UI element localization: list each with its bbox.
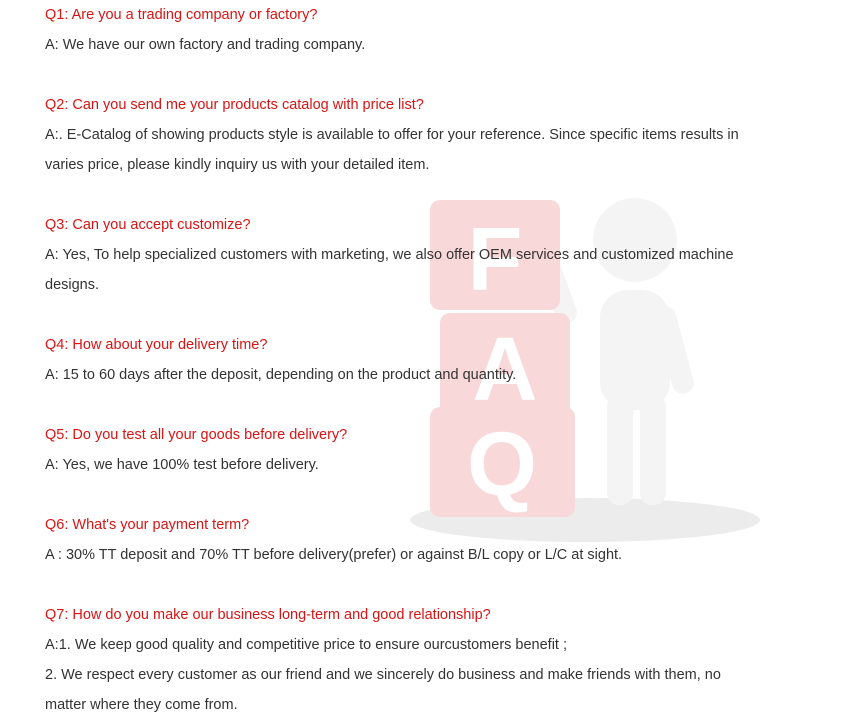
faq-item-1: [45, 0, 835, 60]
faq-item-2: [45, 90, 835, 180]
faq-question: Q5: Do you test all your goods before delivery?: [45, 427, 348, 443]
faq-list: [45, 0, 835, 720]
cube-letter-q: Q: [466, 415, 538, 515]
cube-letter-f: F: [467, 210, 523, 310]
faq-answer-line: A: Yes, we have 100% test before delivery.: [45, 457, 319, 473]
faq-question: Q4: How about your delivery time?: [45, 337, 268, 353]
faq-question: Q6: What's your payment term?: [45, 517, 250, 533]
faq-answer-line: A: We have our own factory and trading company.: [45, 37, 366, 53]
faq-answer-line: A:1. We keep good quality and competitive price to ensure ourcustomers benefit ;: [45, 637, 568, 653]
faq-answer-line: A: Yes, To help specialized customers with marketing, we also offer OEM services and customized machine: [45, 247, 734, 263]
faq-item-5: [45, 420, 835, 480]
faq-item-7: [45, 600, 835, 720]
faq-answer-line: A : 30% TT deposit and 70% TT before delivery(prefer) or against B/L copy or L/C at sight.: [45, 547, 623, 563]
faq-answer-line: designs.: [45, 277, 100, 293]
faq-answer-line: varies price, please kindly inquiry us with your detailed item.: [45, 157, 430, 173]
faq-question: Q1: Are you a trading company or factory?: [45, 7, 318, 23]
faq-item-6: [45, 510, 835, 570]
faq-item-4: [45, 330, 835, 390]
faq-answer-line: matter where they come from.: [45, 697, 238, 713]
faq-question: Q7: How do you make our business long-term and good relationship?: [45, 607, 491, 623]
faq-answer-line: A:. E-Catalog of showing products style is available to offer for your reference. Since specific items results in: [45, 127, 739, 143]
faq-answer-line: A: 15 to 60 days after the deposit, depending on the product and quantity.: [45, 367, 517, 383]
faq-question: Q2: Can you send me your products catalog with price list?: [45, 97, 424, 113]
cube-letter-a: A: [472, 320, 538, 420]
faq-item-3: [45, 210, 835, 300]
faq-answer-line: 2. We respect every customer as our friend and we sincerely do business and make friends with them, no: [45, 667, 721, 683]
faq-question: Q3: Can you accept customize?: [45, 217, 251, 233]
